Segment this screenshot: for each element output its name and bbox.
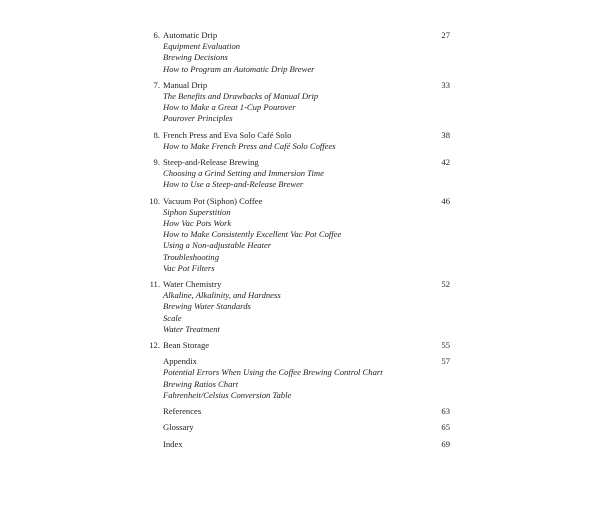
chapter-title: Water Chemistry <box>163 279 222 290</box>
section-title: How to Make a Great 1-Cup Pourover <box>163 102 296 113</box>
page-number: 33 <box>441 79 450 90</box>
chapter-number <box>140 356 163 401</box>
chapter-title: Glossary <box>163 422 194 433</box>
page-number: 46 <box>441 195 450 206</box>
section-title: Using a Non-adjustable Heater <box>163 240 272 251</box>
chapter-number: 7. <box>153 79 160 90</box>
page-number: 63 <box>441 406 450 417</box>
section-title: Pourover Principles <box>163 113 233 124</box>
section-title: Siphon Superstition <box>163 206 231 217</box>
chapter-number: 11. <box>149 279 160 290</box>
section-title: Choosing a Grind Setting and Immersion Time <box>163 168 324 179</box>
toc-entry <box>140 157 450 191</box>
chapter-title: French Press and Eva Solo Café Solo <box>163 129 292 140</box>
section-title: The Benefits and Drawbacks of Manual Drip <box>163 91 319 102</box>
page-number: 27 <box>441 30 450 40</box>
page-number: 69 <box>441 438 450 449</box>
section-title: Water Treatment <box>163 323 220 334</box>
section-title: Brewing Water Standards <box>163 301 251 312</box>
section-title: Potential Errors When Using the Coffee Brewing Control Chart <box>163 367 383 378</box>
chapter-number <box>140 439 163 450</box>
page-number: 38 <box>441 129 450 140</box>
chapter-title: References <box>163 406 202 417</box>
chapter-number <box>140 422 163 433</box>
chapter-title: Appendix <box>163 356 197 367</box>
toc-entry <box>140 356 450 401</box>
section-title: How Vac Pots Work <box>163 218 232 229</box>
toc-entry <box>140 340 450 351</box>
section-title: How to Use a Steep-and-Release Brewer <box>163 179 304 190</box>
page-number: 55 <box>441 340 450 351</box>
toc-entry <box>140 279 450 335</box>
section-title: Troubleshooting <box>163 251 220 262</box>
chapter-number: 10. <box>149 195 160 206</box>
section-title: Scale <box>163 312 182 323</box>
chapter-title: Manual Drip <box>163 79 208 90</box>
section-title: Brewing Ratios Chart <box>163 378 239 389</box>
chapter-title: Automatic Drip <box>163 30 218 40</box>
chapter-title: Bean Storage <box>163 340 210 351</box>
section-title: How to Make Consistently Excellent Vac Pot Coffee <box>163 229 342 240</box>
toc-entry <box>140 422 450 433</box>
section-title: Alkaline, Alkalinity, and Hardness <box>163 290 281 301</box>
table-of-contents <box>140 30 450 455</box>
chapter-number: 12. <box>149 340 160 351</box>
section-title: How to Make French Press and Café Solo Coffees <box>163 140 336 151</box>
section-title: Equipment Evaluation <box>163 41 241 52</box>
section-title: Brewing Decisions <box>163 52 228 63</box>
chapter-title: Index <box>163 438 183 449</box>
section-title: Fahrenheit/Celsius Conversion Table <box>163 389 292 400</box>
section-title: Vac Pot Filters <box>163 262 215 273</box>
toc-entry <box>140 130 450 152</box>
toc-entry <box>140 406 450 417</box>
toc-entry <box>140 30 450 75</box>
chapter-number: 8. <box>153 129 160 140</box>
page-number: 57 <box>441 356 450 367</box>
chapter-number: 6. <box>153 30 160 40</box>
toc-entry <box>140 439 450 450</box>
toc-entry <box>140 80 450 125</box>
section-title: How to Program an Automatic Drip Brewer <box>163 63 315 74</box>
chapter-title: Vacuum Pot (Siphon) Coffee <box>163 195 263 206</box>
chapter-number <box>140 406 163 417</box>
page-number: 52 <box>441 279 450 290</box>
toc-entry <box>140 196 450 274</box>
page-number: 42 <box>441 157 450 168</box>
chapter-number: 9. <box>153 157 160 168</box>
chapter-title: Steep-and-Release Brewing <box>163 157 259 168</box>
page-number: 65 <box>441 422 450 433</box>
